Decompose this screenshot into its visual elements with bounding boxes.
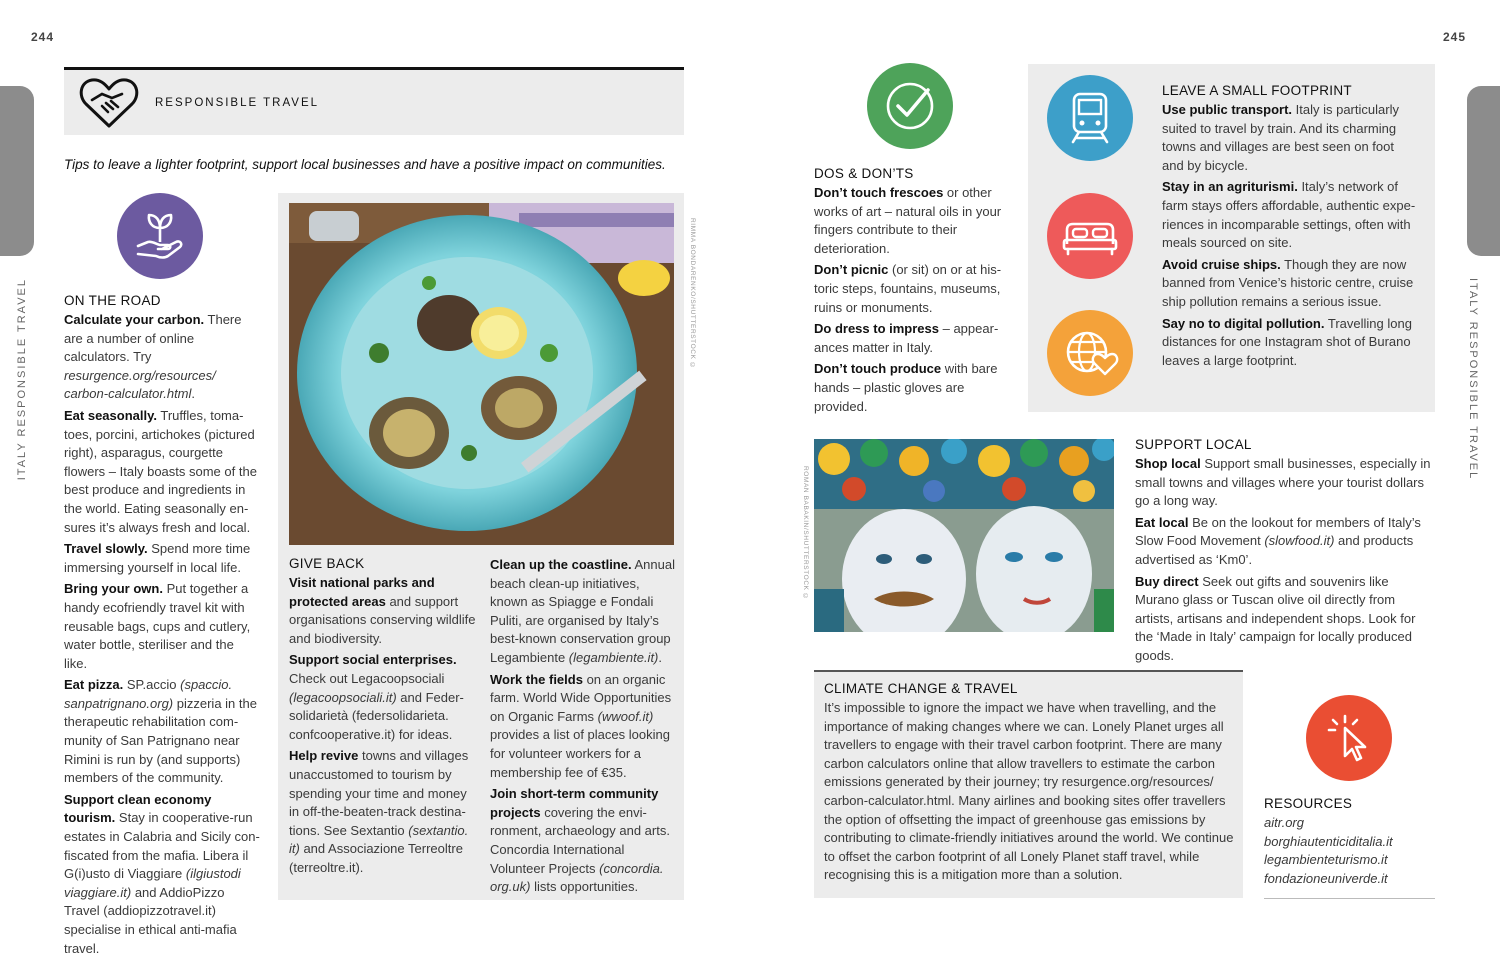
dos-donts-heading: DOS & DON’TS: [814, 166, 914, 181]
list-item: Shop local Support small businesses, especially in small towns and villages where your tourist dollars go a long way.: [1135, 456, 1431, 509]
side-label-left: ITALY RESPONSIBLE TRAVEL: [16, 278, 28, 481]
list-item: Buy direct Seek out gifts and souvenirs like Murano glass or Tuscan olive oil directly from artists, artisans and independent shops. Look for the ‘Made in Italy’ campaign for locally produced goods.: [1135, 573, 1416, 663]
list-item: Do dress to impress – appearances matter in Italy.: [814, 321, 999, 355]
list-item: Visit national parks and protected areas and support organisations conserving wildlife and biodiversity.: [289, 575, 476, 646]
dos-donts-list: [814, 184, 1006, 416]
side-label-right: ITALY RESPONSIBLE TRAVEL: [1467, 278, 1479, 481]
list-item: Eat seasonally. Truffles, tomatoes, porcini, artichokes (pictured right), asparagus, courgette flowers – Italy boasts some of the best produce and ingredients in the world. Eating seasonally ensures it’s always fresh and local.: [64, 407, 257, 535]
list-item: Don’t picnic (or sit) on or at historic steps, fountains, museums, ruins or monuments.: [814, 262, 1002, 315]
climate-panel: [814, 670, 1243, 898]
resources-list: [1264, 814, 1435, 888]
resources-heading: RESOURCES: [1264, 796, 1353, 811]
list-item: Use public transport. Italy is particularly suited to travel by train. And its charming towns and villages are best seen on foot and by bicycle.: [1162, 102, 1399, 173]
list-item: Avoid cruise ships. Though they are now banned from Venice’s historic centre, cruise ship pollution remains a serious issue.: [1162, 256, 1414, 309]
banner: [64, 67, 684, 135]
give-back-col1: [289, 556, 479, 881]
list-item: Support clean economy tourism. Stay in cooperative-run estates in Calabria and Sicily confiscated from the mafia. Libera il G(i)usto di Viaggiare (ilgiustodi viaggiare.it) and AddioPizzo Travel (addiopizzotravel.it) specialise in ethical anti-mafia travel.: [64, 791, 260, 956]
intro-text: Tips to leave a lighter footprint, support local businesses and have a positive impact on communities.: [64, 157, 666, 172]
list-item: Bring your own. Put together a handy ecofriendly travel kit with reusable bags, cups and cutlery, water bottle, steriliser and the like.: [64, 581, 251, 671]
bed-icon: [1047, 193, 1133, 279]
list-item: Say no to digital pollution. Travelling long distances for one Instagram shot of Burano leaves a large footprint.: [1162, 315, 1412, 368]
resource-link[interactable]: borghiautenticiditalia.it: [1264, 833, 1393, 849]
food-photo: [289, 203, 674, 545]
support-local-section: [1135, 437, 1435, 669]
ceramic-heads-photo: [814, 439, 1114, 632]
footprint-section: [1162, 83, 1418, 373]
plant-hand-icon: [117, 193, 203, 279]
list-item: Support social enterprises. Check out Legacoopsociali (legacoopsociali.it) and Federsolidarietà (federsolidarieta. confcooperative.it) for ideas.: [289, 652, 464, 742]
page-number-right: 245: [1443, 30, 1467, 44]
list-item: Don’t touch frescoes or other works of art – natural oils in your fingers contribute to their deterioration.: [814, 185, 1002, 256]
checkmark-icon: [867, 63, 953, 149]
photo-credit-2: ROMAN BABAKIN/SHUTTERSTOCK ©: [802, 466, 809, 601]
on-the-road-section: [64, 293, 260, 961]
list-item: Eat pizza. SP.accio (spaccio. sanpatrignano.org) pizzeria in the therapeutic rehabilitation community of San Patrignano near Rimini is run by (and supports) members of the community.: [64, 677, 257, 786]
resource-link[interactable]: legambienteturismo.it: [1264, 852, 1388, 868]
on-the-road-heading: ON THE ROAD: [64, 293, 161, 308]
on-the-road-list: [64, 311, 260, 958]
cursor-click-icon: [1306, 695, 1392, 781]
footprint-list: [1162, 101, 1418, 370]
resource-link[interactable]: fondazioneuniverde.it: [1264, 870, 1388, 886]
climate-text: It’s impossible to ignore the impact we have when travelling, and the importance of making changes where we can. Lonely Planet urges all travellers to engage with their travel carbon footprint. There are many carbon calculators online that allow travellers to estimate the carbon emissions generated by their journey; try resurgence.org/resources/ carbon-calculator.html. Many airlines and booking sites offer travellers the option of offsetting the impact of greenhouse gas emissions by contributing to climate-friendly initiatives around the world. We continue to offset the carbon footprint of all Lonely Planet staff travel, while recognising this is a mitigation more than a solution.: [824, 700, 1234, 883]
handshake-heart-icon: [78, 76, 140, 130]
resources-section: [1264, 796, 1435, 899]
give-back-col2: [490, 556, 675, 900]
page-number-left: 244: [31, 30, 55, 44]
edge-tab-left: [0, 86, 34, 256]
list-item: Calculate your carbon. There are a number of online calculators. Try resurgence.org/resources/ carbon-calculator.html.: [64, 312, 242, 402]
globe-heart-icon: [1047, 310, 1133, 396]
resource-link[interactable]: aitr.org: [1264, 815, 1304, 830]
photo-credit-1: RIMMA BONDARENKO/SHUTTERSTOCK ©: [689, 218, 696, 370]
give-back-heading: GIVE BACK: [289, 556, 365, 571]
list-item: Travel slowly. Spend more time immersing yourself in local life.: [64, 541, 251, 575]
support-local-heading: SUPPORT LOCAL: [1135, 437, 1252, 452]
dos-donts-section: [814, 166, 1006, 419]
list-item: Help revive towns and villages unaccustomed to tourism by spending your time and money in off-the-beaten-track destinations. See Sextantio (sextantio. it) and Associazione Terreoltre (terreoltre.it).: [289, 748, 469, 875]
footprint-heading: LEAVE A SMALL FOOTPRINT: [1162, 83, 1352, 98]
train-icon: [1047, 75, 1133, 161]
list-item: Don’t touch produce with bare hands – plastic gloves are provided.: [814, 361, 998, 414]
list-item: Clean up the coastline. Annual beach clean-up initiatives, known as Spiagge e Fondali Puliti, are organised by Italy’s best-known conservation group Legambiente (legambiente.it).: [490, 557, 675, 665]
list-item: Eat local Be on the lookout for members of Italy’s Slow Food Movement (slowfood.it) and products advertised as ‘Km0’.: [1135, 514, 1421, 567]
climate-content: [824, 681, 1234, 885]
list-item: Join short-term community projects covering the environment, archaeology and arts. Concordia International Volunteer Projects (concordia. org.uk) lists opportunities.: [490, 786, 670, 895]
banner-title: RESPONSIBLE TRAVEL: [155, 97, 320, 109]
give-back-list-2: [490, 556, 675, 897]
support-local-list: [1135, 455, 1435, 666]
give-back-list-1: [289, 574, 479, 878]
edge-tab-right: [1467, 86, 1500, 256]
list-item: Stay in an agriturismi. Italy’s network of farm stays offers affordable, authentic experiences in incomparable settings, often with meals sourced on site.: [1162, 179, 1416, 251]
list-item: Work the fields on an organic farm. World Wide Opportunities on Organic Farms (wwoof.it) provides a list of places looking for volunteer workers for a membership fee of €35.: [490, 671, 672, 780]
climate-heading: CLIMATE CHANGE & TRAVEL: [824, 681, 1018, 696]
